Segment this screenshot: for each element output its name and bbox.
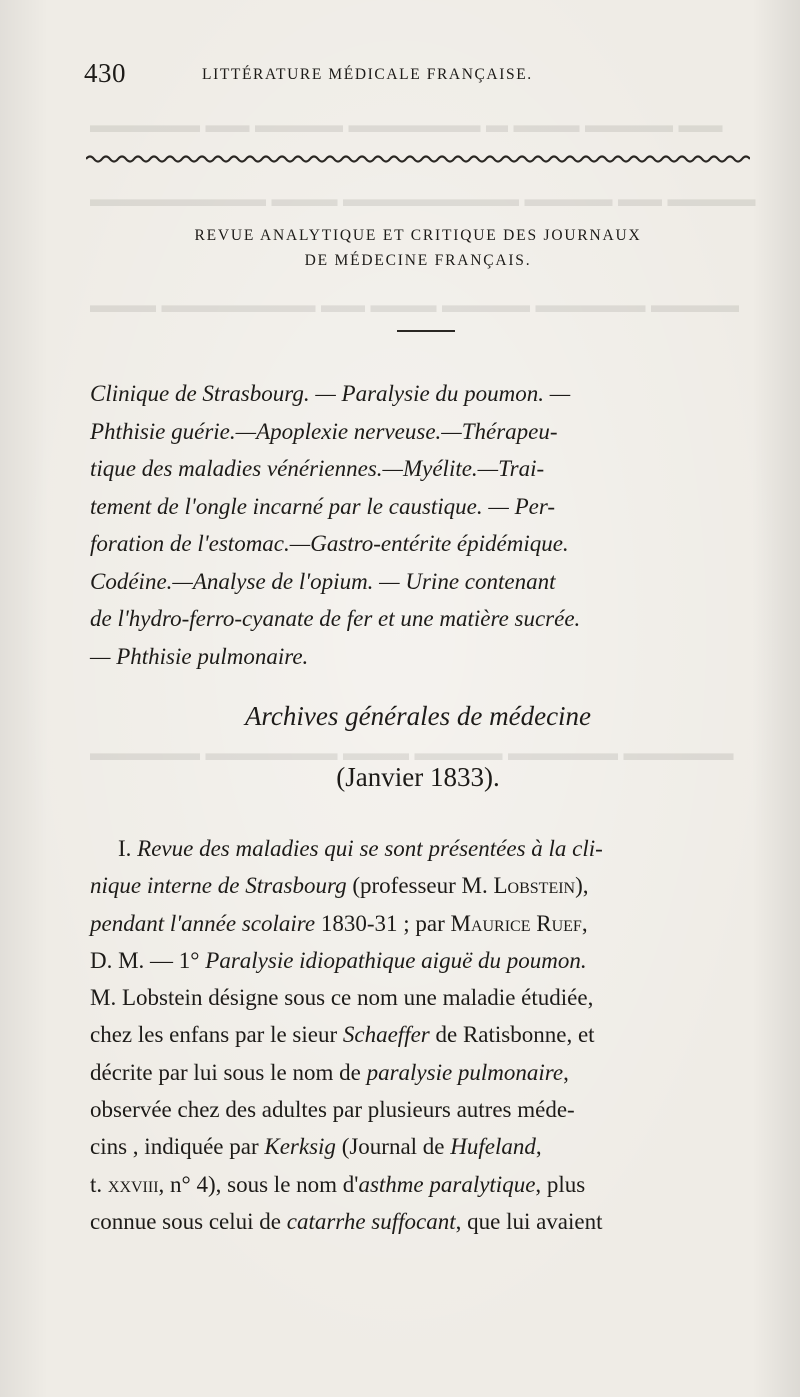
text-run: D. M. — 1° <box>90 947 206 973</box>
text-run: (Journal de <box>335 1134 451 1160</box>
text-run: chez les enfans par le sieur <box>90 1022 343 1048</box>
show-through-text: ▬▬ ▬▬▬▬ ▬▬▬ ▬ ▬▬▬▬▬▬ ▬▬▬▬ ▬▬ ▬▬▬▬▬ <box>90 112 723 137</box>
text-run: 1830-31 ; par <box>315 910 451 936</box>
text-run: (professeur M. <box>346 873 494 899</box>
contents-line: Codéine.—Analyse de l'opium. — Urine contenant <box>90 568 556 594</box>
body-line <box>90 1166 754 1203</box>
text-run: décrite par lui sous le nom de <box>90 1059 367 1085</box>
section-title-line: REVUE ANALYTIQUE ET CRITIQUE DES JOURNAUX <box>194 227 642 244</box>
body-line <box>90 1203 754 1240</box>
journal-date: (Janvier 1833). <box>336 762 500 792</box>
section-title-line: DE MÉDECINE FRANÇAIS. <box>304 252 532 269</box>
item-number: I. <box>118 836 138 861</box>
show-through-text: ▬▬▬▬ ▬▬▬▬▬ ▬▬▬▬ ▬▬▬ ▬▬ ▬▬▬▬▬▬▬ ▬▬▬ <box>90 292 739 317</box>
body-line <box>90 1016 754 1053</box>
contents-line: — Phthisie pulmonaire. <box>90 643 309 669</box>
article-body <box>90 830 754 1240</box>
body-line <box>90 830 754 867</box>
italic-name: Hufeland <box>450 1134 536 1160</box>
contents-line: de l'hydro-ferro-cyanate de fer et une matière sucrée. <box>90 606 581 631</box>
show-through-text: ▬▬▬▬ ▬▬ ▬▬▬▬ ▬▬▬▬▬▬▬▬ ▬▬▬ ▬▬▬▬▬▬▬▬ <box>90 186 756 211</box>
contents-summary <box>90 375 754 675</box>
text-run: , n° 4), sous le nom d' <box>158 1171 359 1197</box>
short-rule <box>397 330 455 332</box>
text-run: , <box>581 910 588 936</box>
body-line <box>90 867 754 904</box>
subsection-heading: Paralysie idiopathique aiguë du poumon. <box>205 947 587 973</box>
text-run: cins , indiquée par <box>90 1134 265 1160</box>
author-name: Maurice Ruef <box>450 910 582 936</box>
body-line <box>90 1128 754 1165</box>
body-line: M. Lobstein désigne sous ce nom une maladie étudiée, <box>90 985 594 1011</box>
italic-term: asthme paralytique <box>358 1171 536 1197</box>
text-run: , <box>563 1059 569 1085</box>
contents-line: foration de l'estomac.—Gastro-entérite épidémique. <box>90 531 569 556</box>
italic-name: Kerksig <box>264 1134 336 1160</box>
text-run: connue sous celui de <box>90 1208 287 1234</box>
contents-line: Clinique de Strasbourg. — Paralysie du poumon. — <box>90 381 571 406</box>
body-line <box>90 1054 754 1091</box>
page-header <box>84 58 750 92</box>
text-run: t. <box>90 1171 108 1197</box>
contents-line: tement de l'ongle incarné par le caustique. — Per- <box>90 493 555 519</box>
body-line <box>90 905 754 942</box>
body-line <box>90 942 754 979</box>
ornamental-divider <box>86 153 750 165</box>
text-run: ), <box>575 873 589 899</box>
article-title-part: Revue des maladies qui se sont présentées à la cli- <box>137 836 603 861</box>
article-title-part: nique interne de Strasbourg <box>90 873 347 899</box>
journal-title: Archives générales de médecine <box>244 701 592 731</box>
running-head: LITTÉRATURE MÉDICALE FRANÇAISE. <box>202 66 533 83</box>
text-run: , <box>535 1134 542 1160</box>
page-number: 430 <box>84 58 126 88</box>
italic-name: Schaeffer <box>342 1022 430 1048</box>
article-title-part: pendant l'année scolaire <box>90 910 316 936</box>
show-through-text: ▬▬▬▬▬ ▬▬▬▬▬ ▬▬▬▬ ▬▬▬ ▬▬▬▬▬▬ ▬▬▬▬▬ <box>90 740 734 765</box>
contents-line: Phthisie guérie.—Apoplexie nerveuse.—Thérapeu- <box>90 418 558 444</box>
author-name: Lobstein <box>493 873 576 899</box>
body-line: observée chez des adultes par plusieurs autres méde- <box>90 1097 575 1123</box>
volume-number: xxviii <box>107 1171 159 1197</box>
italic-term: catarrhe suffocant <box>286 1208 456 1234</box>
section-title <box>84 223 752 273</box>
italic-term: paralysie pulmonaire <box>366 1059 564 1085</box>
text-run: de Ratisbonne, et <box>429 1022 595 1048</box>
text-run: , plus <box>535 1171 586 1197</box>
text-run: , que lui avaient <box>455 1208 603 1234</box>
contents-line: tique des maladies vénériennes.—Myélite.—Trai- <box>90 456 545 481</box>
